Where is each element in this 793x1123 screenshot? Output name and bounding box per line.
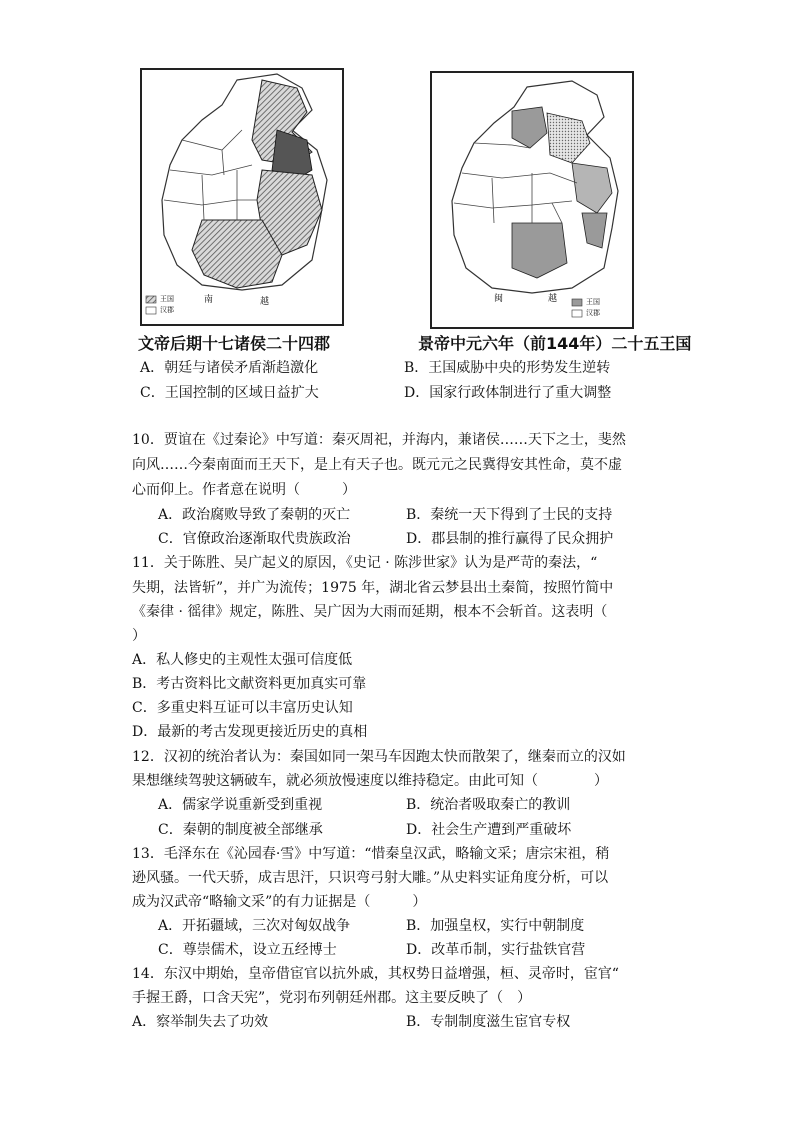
option-b: B．加强皇权，实行中朝制度 [406,918,585,934]
question-11-line: 11．关于陈胜、吴广起义的原因，《史记 · 陈涉世家》认为是严苛的秦法，“ [132,555,598,571]
option-c: C．王国控制的区域日益扩大 [140,385,319,401]
option-b: B．考古资料比文献资料更加真实可靠 [132,676,367,692]
option-c: C．官僚政治逐渐取代贵族政治 [158,531,351,547]
question-10-line: 10．贾谊在《过秦论》中写道：秦灭周祀，并海内，兼诸侯……天下之士，斐然 [132,432,626,448]
question-13-line: 13．毛泽东在《沁园春·雪》中写道：“惜秦皇汉武，略输文采；唐宗宋祖，稍 [132,846,610,862]
question-13-line: 逊风骚。一代天骄，成吉思汗，只识弯弓射大雕。”从史料实证角度分析，可以 [132,870,609,886]
question-11-line: 《秦律 · 徭律》规定，陈胜、吴广因为大雨而延期，根本不会斩首。这表明（ [132,604,608,620]
option-d: D．国家行政体制进行了重大调整 [404,385,612,401]
question-10-line: 心而仰上。作者意在说明（ ） [132,482,356,498]
option-d: D．最新的考古发现更接近历史的真相 [132,724,368,740]
option-c: C．尊崇儒术，设立五经博士 [158,942,337,958]
map-wendi-late [140,68,344,326]
option-c: C．秦朝的制度被全部继承 [158,822,323,838]
map-wendi-late-drawing [142,70,342,324]
question-10-line: 向风……今秦南面而王天下，是上有天子也。既元元之民冀得安其性命，莫不虚 [132,457,622,473]
question-14-line: 14．东汉中期始，皇帝借宦官以抗外戚，其权势日益增强，桓、灵帝时，宦官“ [132,966,619,982]
option-a: A．儒家学说重新受到重视 [158,797,323,813]
question-13-line: 成为汉武帝“略输文采”的有力证据是（ ） [132,894,427,910]
option-a: A．政治腐败导致了秦朝的灭亡 [158,507,351,523]
sea-label: 越 [548,294,558,304]
legend-label: 王国 [160,295,174,303]
sea-label: 南 [204,295,214,305]
option-c: C．多重史料互证可以丰富历史认知 [132,700,353,716]
question-12-line: 果想继续驾驶这辆破车，就必须放慢速度以维持稳定。由此可知（ ） [132,773,608,789]
legend-label: 王国 [586,298,600,306]
legend-label: 汉郡 [586,309,600,317]
option-a: A．开拓疆域，三次对匈奴战争 [158,918,351,934]
option-b: B．秦统一天下得到了士民的支持 [406,507,613,523]
question-12-line: 12．汉初的统治者认为：秦国如同一架马车因跑太快而散架了，继秦而立的汉如 [132,749,626,765]
sea-label: 闽 [494,294,504,304]
option-d: D．社会生产遭到严重破坏 [406,822,572,838]
option-b: B．王国威胁中央的形势发生逆转 [404,360,611,376]
option-a: A．朝廷与诸侯矛盾渐趋激化 [140,360,319,376]
map-caption-right: 景帝中元六年（前144年）二十五王国 [418,334,692,353]
map-jingdi-zhongyuan-drawing [432,73,632,327]
map-jingdi-zhongyuan [430,71,634,329]
question-14-line: 手握王爵，口含天宪”，党羽布列朝廷州郡。这主要反映了（ ） [132,990,532,1006]
question-11-line: ） [132,628,146,644]
map-caption-left: 文帝后期十七诸侯二十四郡 [138,334,331,353]
option-d: D．改革币制，实行盐铁官营 [406,942,586,958]
sea-label: 越 [260,297,270,307]
option-b: B．专制制度滋生宦官专权 [406,1014,571,1030]
legend-label: 汉郡 [160,306,174,314]
option-d: D．郡县制的推行赢得了民众拥护 [406,531,614,547]
option-a: A．察举制失去了功效 [132,1014,269,1030]
option-a: A．私人修史的主观性太强可信度低 [132,652,353,668]
option-b: B．统治者吸取秦亡的教训 [406,797,571,813]
question-11-line: 失期，法皆斩”，并广为流传；1975 年，湖北省云梦县出土秦简，按照竹简中 [132,580,614,596]
